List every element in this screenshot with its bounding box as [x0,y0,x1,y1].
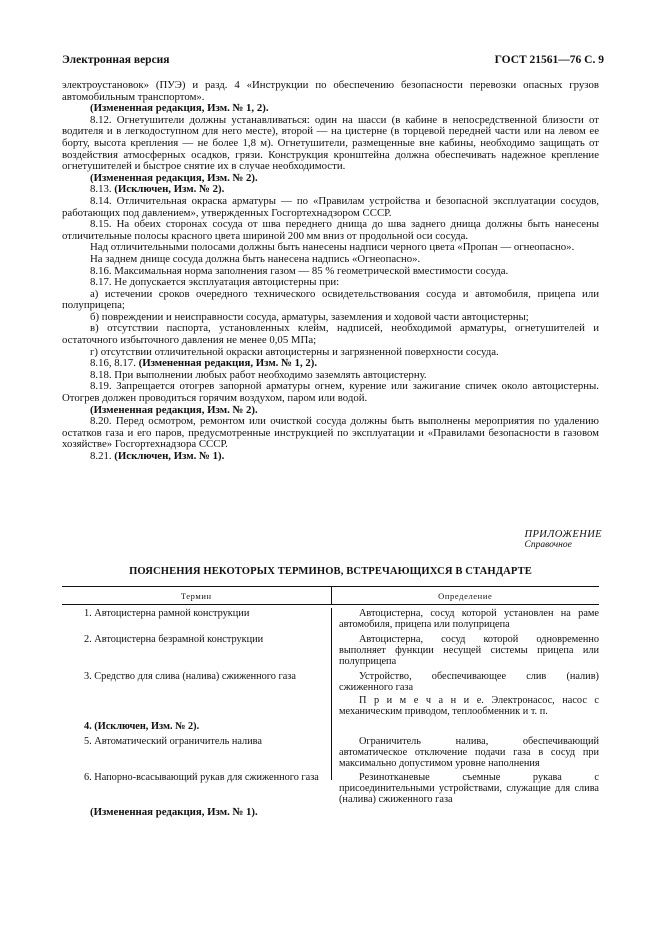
paragraph: На заднем днище сосуда должна быть нанесена надпись «Огнеопасно». [90,252,421,265]
column-header-definition: Определение [438,590,493,601]
list-item: г) отсутствии отличительной окраски автоцистерны и загрязненной поверхности сосуда. [90,345,499,358]
definition-cell [331,608,599,630]
definition-text: Резинотканевые съемные рукава с присоединительными устройствами, служащие для слива (налива) сжиженного газа [339,772,599,805]
term-cell: 6. Напорно-всасывающий рукав для сжиженного газа [84,772,319,783]
appendix-sublabel: Справочное [524,540,572,550]
list-item: а) истечении сроков очередного технического освидетельствования сосуда и автомобиля, прицепа или полуприцепа; [62,287,599,312]
clause-8-16: 8.16. Максимальная норма заполнения газом — 85 % геометрической вместимости сосуда. [90,264,509,277]
running-header-left: Электронная версия [62,54,170,66]
amendment-note: (Измененная редакция, Изм. № 1). [90,806,258,818]
clause-number: 8.13. [90,183,112,196]
amendment-note: (Измененная редакция, Изм. № 2). [90,403,258,416]
amendment-note: (Измененная редакция, Изм. № 1, 2). [90,102,269,115]
definition-note: П р и м е ч а н и е. Электронасос, насос с механическим приводом, теплообменник и т. п. [339,695,599,717]
clause-8-15: 8.15. На обеих сторонах сосуда от шва переднего днища до шва заднего днища должны быть нанесены отличительные полосы красного цвета шириной 200 мм вниз от продольной оси сосуда. [62,218,599,242]
main-text [62,80,599,463]
appendix-label: ПРИЛОЖЕНИЕ [524,529,602,540]
term-cell: 1. Автоцистерна рамной конструкции [84,608,250,619]
terms-table [62,586,599,805]
amendment-note: (Измененная редакция, Изм. № 1, 2). [138,357,318,370]
definition-cell [331,671,599,717]
term-cell: 3. Средство для слива (налива) сжиженного газа [84,671,296,682]
amendment-note: (Исключен, Изм. № 1). [114,450,225,462]
column-divider [331,608,332,780]
paragraph: электроустановок» (ПУЭ) и разд. 4 «Инструкции по обеспечению безопасности перевозки опасных грузов автомобильным транспортом». [62,79,599,103]
list-item: в) отсутствии паспорта, установленных клейм, надписей, необходимой арматуры, огнетушителей и остаточного избыточного давления не менее 0,05 МПа; [62,322,599,347]
definition-cell [331,634,599,667]
definition-cell [331,736,599,769]
clause-8-17: 8.17. Не допускается эксплуатация автоцистерны при: [90,276,340,289]
appendix-title: ПОЯСНЕНИЯ НЕКОТОРЫХ ТЕРМИНОВ, ВСТРЕЧАЮЩИХСЯ В СТАНДАРТЕ [129,566,532,577]
amendment-note: (Измененная редакция, Изм. № 2). [90,171,258,184]
clause-8-20: 8.20. Перед осмотром, ремонтом или очисткой сосуда должны быть выполнены мероприятия по удалению остатков газа и его паров, предусмотренные инструкцией по эксплуатации и «Правилами безопасности в газовом хозяйстве» Госгортехнадзора СССР. [62,415,599,451]
definition-text: Ограничитель налива, обеспечивающий автоматическое отключение подачи газа в сосуд при максимально допустимом уровне наполнения [339,736,599,769]
table-body [62,608,599,805]
term-cell: 2. Автоцистерна безрамной конструкции [84,634,264,645]
appendix-label-block [525,529,603,550]
column-header-term: Термин [62,587,332,604]
definition-text: Устройство, обеспечивающее слив (налив) сжиженного газа [339,671,599,693]
running-header-right: ГОСТ 21561—76 С. 9 [494,54,604,66]
clause-number: 8.16, 8.17. [90,357,136,370]
clause-8-18: 8.18. При выполнении любых работ необходимо заземлять автоцистерну. [90,368,427,381]
table-row-excluded: 4. (Исключен, Изм. № 2). [84,721,200,732]
clause-8-14: 8.14. Отличительная окраска арматуры — по «Правилам устройства и безопасной эксплуатации сосудов, работающих под давлением», утвержденных Госгортехнадзором СССР. [62,194,599,219]
clause-number: 8.21. [90,450,112,462]
table-header [62,587,599,605]
definition-text: Автоцистерна, сосуд которой установлен на раме автомобиля, прицепа или полуприцепа [339,608,599,630]
clause-8-21 [62,451,599,463]
term-cell: 5. Автоматический ограничитель налива [84,736,262,747]
clause-8-12: 8.12. Огнетушители должны устанавливаться: один на шасси (в кабине в непосредственной близости от водителя и в легкодоступном для него месте), второй — на цистерне (в торцевой передней части или на левом ее борту, высота крепления — не более 1,8 м). Огнетушители, размещенные вне кабины, необходимо защищать от воздействия атмосферных осадков, грязи. Конструкция кронштейна должна обеспечивать надежное крепление огнетушителей и быстрое снятие их в случае необходимости. [62,113,599,173]
definition-cell [331,772,599,805]
amendment-note: (Исключен, Изм. № 2). [114,183,225,196]
paragraph: Над отличительными полосами должны быть нанесены надписи черного цвета «Пропан — огнеопасно». [90,241,575,254]
clause-8-19: 8.19. Запрещается отогрев запорной арматуры огнем, курение или зажигание спичек около автоцистерны. Отогрев должен проводиться горячим воздухом, паром или водой. [62,380,599,405]
list-item: б) повреждении и неисправности сосуда, арматуры, заземления и ходовой части автоцистерны; [90,310,529,323]
definition-text: Автоцистерна, сосуд которой одновременно выполняет функции несущей системы прицепа или полуприцепа [339,634,599,667]
